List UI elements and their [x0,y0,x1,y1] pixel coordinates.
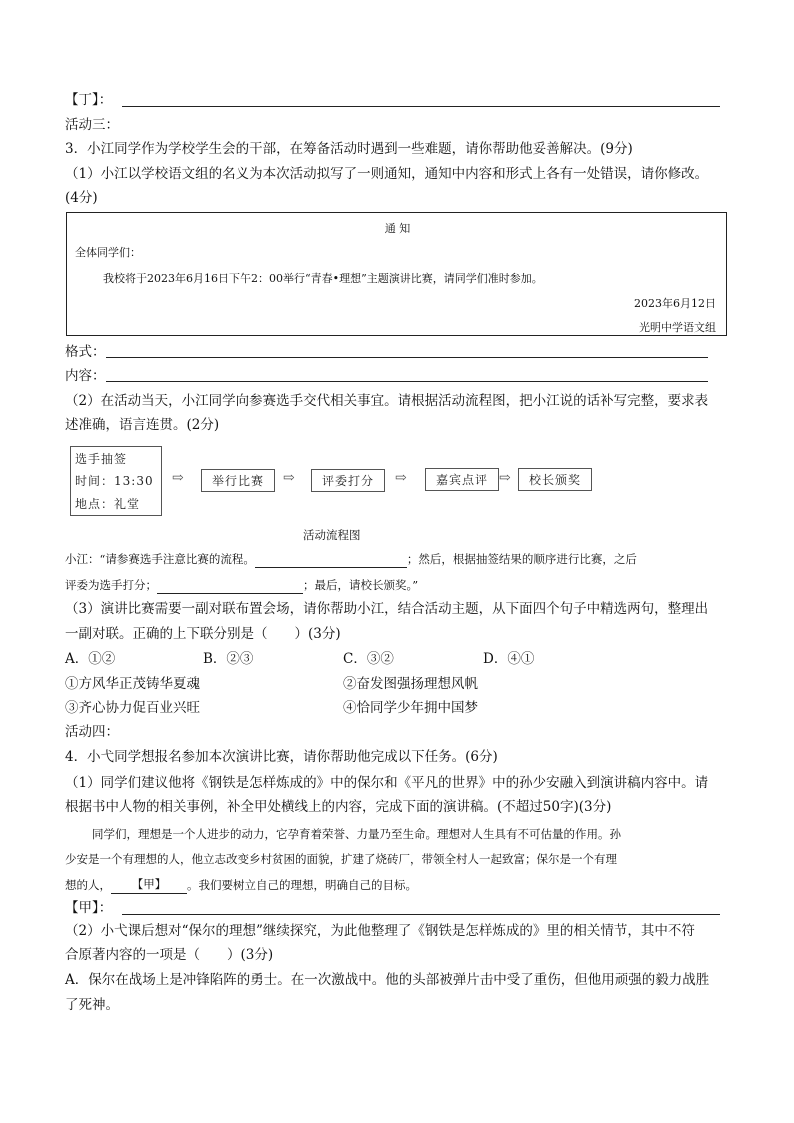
speech-blank-1[interactable] [255,553,407,568]
jia-answer-line[interactable] [122,914,720,915]
speech-blank-2[interactable] [157,579,303,594]
q4-option-a-line1[interactable]: A．保尔在战场上是冲锋陷阵的勇士。在一次激战中。他的头部被弹片击中受了重伤，但他用顽强的毅力战胜 [65,972,710,988]
notice-signer: 光明中学语文组 [639,321,716,334]
format-answer-line[interactable] [106,357,708,358]
flow-caption: 活动流程图 [303,528,361,542]
speech-part-c: 评委为选手打分； [65,578,157,592]
activity4-heading: 活动四： [65,724,119,740]
q3-p3-line1: （3）演讲比赛需要一副对联布置会场，请你帮助小江，结合活动主题，从下面四个句子中精选两句，整理出 [65,601,709,617]
notice-body: 我校将于2023年6月16日下午2：00举行“青春•理想”主题演讲比赛，请同学们准时参加。 [103,272,543,285]
couplet-sentence-2: ②奋发图强扬理想风帆 [343,676,478,692]
q3-p2-line2: 述准确，语言连贯。(2分) [65,417,220,433]
q4-p2-line1: （2）小弋课后想对“保尔的理想”继续探究，为此他整理了《钢铁是怎样炼成的》里的相关情节，其中不符 [65,923,695,939]
content-answer-line[interactable] [106,381,708,382]
jia-marker: 【甲】 [131,877,167,891]
q3-p3-line2: 一副对联。正确的上下联分别是（ ）(3分) [65,626,341,642]
q3-p2-line1: （2）在活动当天，小江同学向参赛选手交代相关事宜。请根据活动流程图，把小江说的话补写完整，要求表 [65,393,709,409]
notice-title: 通 知 [384,222,411,235]
couplet-sentence-3: ③齐心协力促百业兴旺 [65,700,200,716]
flow-step1-title: 选手抽签 [75,451,128,466]
q4-p1-line1: （1）同学们建议他将《钢铁是怎样炼成的》中的保尔和《平凡的世界》中的孙少安融入到演讲稿内容中。请 [65,775,709,791]
q3-stem: 3．小江同学作为学校学生会的干部，在筹备活动时遇到一些难题，请你帮助他妥善解决。(9分) [65,141,633,157]
flow-step1-time: 时间：13:30 [75,474,154,489]
q4-p1-line2: 根据书中人物的相关事例，补全甲处横线上的内容，完成下面的演讲稿。(不超过50字)(3分) [65,799,612,815]
speech-draft-part-b: 。我们要树立自己的理想，明确自己的目标。 [187,878,417,892]
flow-arrow-icon: ⇨ [283,470,295,486]
notice-date: 2023年6月12日 [634,297,716,310]
speech-draft-part-a: 想的人， [65,878,111,892]
flow-step-guest-comments: 嘉宾点评 [425,468,499,491]
speech-draft-line2: 少安是一个有理想的人，他立志改变乡村贫困的面貌，扩建了烧砖厂，带领全村人一起致富；保尔是一个有理 [65,852,617,866]
notice-salutation: 全体同学们： [75,246,141,259]
q4-stem: 4．小弋同学想报名参加本次演讲比赛，请你帮助他完成以下任务。(6分) [65,749,498,765]
jia-label: 【甲】： [65,900,113,916]
couplet-sentence-1: ①方风华正茂铸华夏魂 [65,676,200,692]
speech-part-d: ；最后，请校长颁奖。” [303,578,419,592]
option-b[interactable]: B．②③ [203,651,254,667]
flow-step1-place: 地点：礼堂 [75,497,141,512]
notice-box [66,212,727,336]
q3-p1-line2: (4分) [65,190,98,206]
q3-p1-line1: （1）小江以学校语文组的名义为本次活动拟写了一则通知，通知中内容和形式上各有一处错误，请你修改。 [65,166,709,182]
speech-draft-line3 [65,875,417,894]
content-label: 内容： [65,368,106,384]
speech-line2 [65,576,418,594]
speech-part-b: ；然后，根据抽签结果的顺序进行比赛，之后 [406,552,637,566]
ding-label: 【丁】： [65,92,113,108]
option-d[interactable]: D．④① [483,651,535,667]
ding-answer-line[interactable] [122,106,720,107]
option-a[interactable]: A．①② [65,651,116,667]
q4-option-a-line2: 了死神。 [65,997,119,1013]
flow-arrow-icon: ⇨ [172,470,184,486]
flow-step-award: 校长颁奖 [518,468,592,491]
format-label: 格式： [65,344,106,360]
q4-p2-line2: 合原著内容的一项是（ ）(3分) [65,947,274,963]
flow-arrow-icon: ⇨ [395,470,407,486]
flow-arrow-icon: ⇨ [499,470,511,486]
flow-step-judging: 评委打分 [311,469,385,492]
activity3-heading: 活动三： [65,117,119,133]
couplet-sentence-4: ④恰同学少年拥中国梦 [343,700,478,716]
option-c[interactable]: C．③② [343,651,394,667]
flow-step-draw-lots [70,446,162,516]
speech-part-a: 小江：“请参赛选手注意比赛的流程。 [65,552,255,566]
speech-draft-line1: 同学们，理想是一个人进步的动力，它孕育着荣誉、力量乃至生命。理想对人生具有不可估量的作用。孙 [92,827,621,841]
speech-draft-jia-blank[interactable] [111,875,187,894]
speech-line1 [65,550,637,568]
flow-step-compete: 举行比赛 [201,469,275,492]
